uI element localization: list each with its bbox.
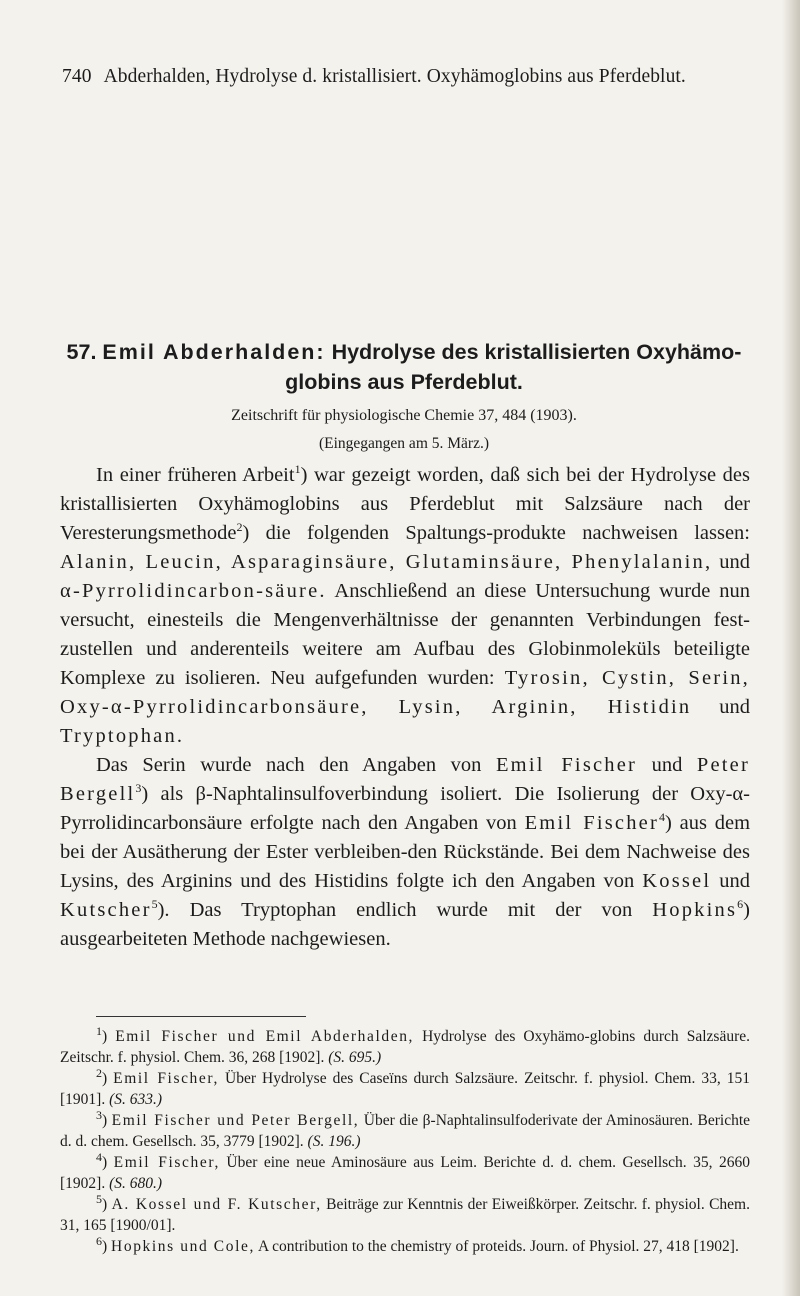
- text-run: Das Serin wurde nach den Angaben von: [96, 754, 496, 776]
- text-run: In einer früheren Arbeit: [96, 464, 295, 486]
- footnote-ref: 6: [737, 897, 744, 912]
- footnote-text: Hydrolyse des Oxyhämo-globins durch Salzsäure. Zeitschr. f. physiol. Chem. 36, 268 [1902].: [60, 1028, 750, 1066]
- compound-names: Tyrosin, Cystin, Serin, Oxy-α-Pyrrolidincarbonsäure, Lysin, Arginin, Histidin: [60, 667, 750, 718]
- article-number: 57.: [66, 340, 97, 364]
- running-head: [62, 66, 752, 88]
- text-run: ). Das Tryptophan endlich wurde mit der von: [157, 899, 653, 921]
- footnote-authors: Emil Fischer und Emil Abderhalden,: [115, 1028, 415, 1045]
- footnote-mark: 3: [96, 1107, 102, 1122]
- footnote: $^5$) A. Kossel und F. Kutscher, Beiträge zur Kenntnis der Eiweißkörper. Zeitschr. f. physiol. Chem. 31, 165 [1900/01].: [60, 1191, 750, 1234]
- footnote-divider: [96, 1016, 306, 1017]
- footnote: $^3$) Emil Fischer und Peter Bergell, Über die β-Naphtalinsulfoderivate der Aminosäuren. Berichte d. d. chem. Gesellsch. 35, 3779 [1902]. (S. 196.): [60, 1107, 751, 1150]
- footnote-authors: Emil Fischer und Peter Bergell,: [111, 1112, 360, 1129]
- page-number: 740: [62, 66, 92, 87]
- footnote: $^1$) Emil Fischer und Emil Abderhalden, Hydrolyse des Oxyhämo-globins durch Salzsäure. Zeitschr. f. physiol. Chem. 36, 268 [1902]. (S. 695.): [60, 1023, 750, 1066]
- paragraph-2: [60, 751, 750, 954]
- text-run: Anschließend an diese Untersuchung wurde nun versucht, einesteils die Mengenverhältnisse der genannten Verbindungen fest-zustellen und anderenteils weitere am Aufbau des Globinmoleküls beteiligte Komplexe zu isolieren. Neu aufgefunden wurden:: [60, 580, 750, 689]
- text-run: ) als β-Naphtalinsulfoverbindung isoliert. Die Isolierung der Oxy-α-Pyrrolidincarbonsäure erfolgte nach den Angaben von: [60, 783, 750, 834]
- text-run: und: [691, 696, 750, 718]
- text-run: ) die folgenden Spaltungs-produkte nachweisen lassen:: [242, 522, 750, 544]
- footnote: $^4$) Emil Fischer, Über eine neue Aminosäure aus Leim. Berichte d. d. chem. Gesellsch. 35, 2660 [1902]. (S. 680.): [60, 1149, 750, 1192]
- footnote-authors: A. Kossel und F. Kutscher,: [111, 1196, 322, 1213]
- compound-name: α-Pyrrolidincarbon-säure.: [60, 580, 327, 602]
- compound-name: Tryptophan.: [60, 725, 185, 747]
- person-name: Peter Bergell: [60, 754, 751, 805]
- footnote-mark: 2: [96, 1065, 102, 1080]
- compound-names: Alanin, Leucin, Asparaginsäure, Glutaminsäure, Phenylalanin,: [60, 551, 713, 573]
- footnote-authors: Emil Fischer,: [113, 1154, 220, 1171]
- received-date: (Eingegangen am 5. März.): [318, 435, 489, 452]
- person-name: Hopkins: [652, 899, 738, 921]
- footnote-ref: 5: [151, 897, 158, 912]
- footnote-ref: 3: [135, 781, 142, 796]
- footnote-ref-page: (S. 196.): [307, 1133, 361, 1150]
- article-body: [60, 461, 750, 954]
- footnote-ref-page: (S. 680.): [109, 1175, 163, 1192]
- footnote-text: Beiträge zur Kenntnis der Eiweißkörper. Zeitschr. f. physiol. Chem. 31, 165 [1900/01].: [60, 1196, 750, 1234]
- footnote-ref: 1: [294, 462, 301, 477]
- footnote-text: Über Hydrolyse des Caseïns durch Salzsäure. Zeitschr. f. physiol. Chem. 33, 151 [1901].: [60, 1070, 750, 1108]
- footnote-text: Über eine neue Aminosäure aus Leim. Berichte d. d. chem. Gesellsch. 35, 2660 [1902].: [60, 1154, 750, 1192]
- text-run: ) war gezeigt worden, daß sich bei der Hydrolyse des kristallisierten Oxyhämoglobins aus Pferdeblut mit Salzsäure nach der Veresterungsmethode: [60, 464, 751, 544]
- footnote-text: Über die β-Naphtalinsulfoderivate der Aminosäuren. Berichte d. d. chem. Gesellsch. 35, 3779 [1902].: [60, 1112, 751, 1150]
- footnote: $^6$) Hopkins und Cole, A contribution to the chemistry of proteids. Journ. of Physiol. 27, 418 [1902].: [96, 1233, 739, 1255]
- footnote-text: A contribution to the chemistry of proteids. Journ. of Physiol. 27, 418 [1902].: [254, 1238, 739, 1255]
- person-name: Kutscher: [60, 899, 152, 921]
- text-run: und: [712, 551, 750, 573]
- footnote-authors: Hopkins und Cole,: [111, 1238, 255, 1255]
- footnote-authors: Emil Fischer,: [113, 1070, 220, 1087]
- footnote: $^2$) Emil Fischer, Über Hydrolyse des Caseïns durch Salzsäure. Zeitschr. f. physiol. Chem. 33, 151 [1901]. (S. 633.): [60, 1065, 750, 1108]
- text-run: ) ausgearbeiteten Methode nachgewiesen.: [60, 899, 750, 950]
- paragraph-1: [60, 461, 750, 751]
- person-name: Kossel: [642, 870, 712, 892]
- footnotes: [60, 1023, 751, 1257]
- journal-citation: Zeitschrift für physiologische Chemie 37, 484 (1903).: [231, 407, 577, 424]
- footnote-mark: 5: [96, 1191, 102, 1206]
- footnote-ref: 4: [658, 810, 665, 825]
- footnote-mark: 1: [96, 1023, 102, 1038]
- footnote-mark: 4: [96, 1149, 102, 1164]
- text-run: und: [637, 754, 697, 776]
- running-head-text: Abderhalden, Hydrolyse d. kristallisiert. Oxyhämoglobins aus Pferdeblut.: [103, 66, 686, 87]
- person-name: Emil Fischer: [524, 812, 659, 834]
- article-title: [48, 337, 760, 397]
- page-edge-shadow: [782, 0, 800, 1296]
- article-author: Emil Abderhalden:: [102, 340, 326, 364]
- footnote-ref: 2: [236, 520, 243, 535]
- person-name: Emil Fischer: [495, 754, 638, 776]
- footnote-mark: 6: [96, 1233, 102, 1248]
- title-line-1: Hydrolyse des kristallisierten Oxyhämo-: [331, 340, 742, 364]
- footnote-ref-page: (S. 633.): [109, 1091, 163, 1108]
- text-run: und: [711, 870, 750, 892]
- title-line-2: globins aus Pferdeblut.: [285, 370, 523, 394]
- text-run: ) aus dem bei der Ausätherung der Ester verbleiben-den Rückstände. Bei dem Nachweise des Lysins, des Arginins und des Histidins folgte ich den Angaben von: [60, 812, 751, 892]
- footnote-ref-page: (S. 695.): [328, 1049, 382, 1066]
